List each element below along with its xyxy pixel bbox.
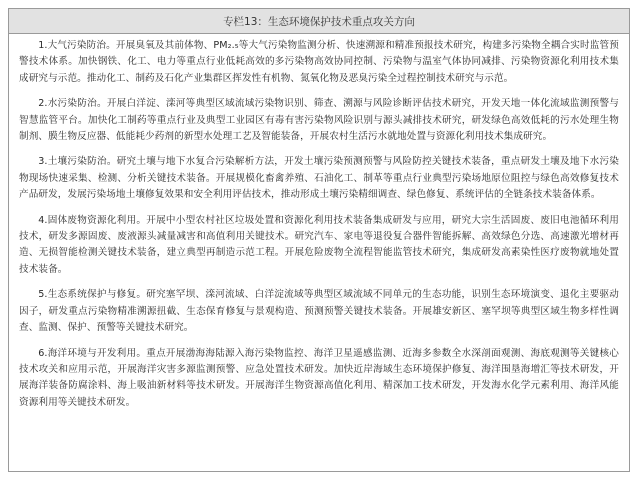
paragraph-soil-pollution: 3.土壤污染防治。研究土壤与地下水复合污染解析方法，开发土壤污染预测预警与风险防控关键技术装备，重点研发土壤及地下水污染物现场快速采集、检测、分析关键技术装备。开展规模化畜禽养殖、石油化工、制革等重点行业典型污染场地原位阻控与绿色高效修复技术产品研发，发展污染场地土壤修复效果和安全利用评估技术，推动形成土壤污染精细调查、绿色修复、系统评估的全链条技术装备体系。 [19, 156, 619, 201]
paragraph-solid-waste: 4.固体废物资源化利用。开展中小型农村社区垃圾处置和资源化利用技术装备集成研发与应用，研究大宗生活固废、废旧电池循环利用技术，研发多源固废、废液源头减量减害和高值利用关键技术。研究汽车、家电等退役复合器件智能拆解、高效绿色分选、高速激光增材再造、无损智能检测关键技术装备，建立典型再制造示范工程。开展危险废物全流程智能监管技术研究，集成研发高素染性医疗废物就地处置技术装备。 [19, 214, 619, 275]
paragraph-ecosystem: 5.生态系统保护与修复。研究塞罕坝、滦河流域、白洋淀流域等典型区域流域不同单元的生态功能，识别生态环境演变、退化主要驱动因子，研发重点污染物精准溯源扭截、生态保育修复与景观构造、预测预警关键技术装备。开展雄安新区、塞罕坝等典型区域生物多样性调查、监测、保护、预警等关键技术研究。 [19, 289, 619, 334]
paragraph-marine: 6.海洋环境与开发利用。重点开展渤海海陆源入海污染物监控、海洋卫星遥感监测、近海多参数全水深剖面观测、海底观测等关键核心技术攻关和应用示范，开展海洋灾害多源监测预警、应急处置技术研发。加快近岸海域生态环境保护修复、海洋围垦海增汇等技术研发，开展海洋装备防腐涂料、海上吸油新材料等技术研发。开展海洋生物资源高值化利用、精深加工技术研发，开发海水化学元素利用、海洋风能资源利用等关键技术研发。 [19, 347, 619, 408]
column-box-title: 专栏13：生态环境保护技术重点攻关方向 [9, 9, 629, 34]
column-box [8, 8, 630, 472]
paragraph-air-pollution: 1.大气污染防治。开展臭氧及其前体物、PM₂.₅等大气污染物监测分析、快速溯源和精准预报技术研究，构建多污染物全耦合实时监管预警技术体系。加快钢铁、化工、电力等重点行业低耗高效的多污染物高效协同控制、污染物与温室气体协同减排、污染物资源化利用技术集成研究与示范。推动化工、制药及石化产业集群区挥发性有机物、氮氧化物及恶臭污染全过程控制技术研究与示范。 [19, 40, 619, 84]
column-box-body [9, 34, 629, 471]
paragraph-water-pollution: 2.水污染防治。开展白洋淀、滦河等典型区域流域污染物识别、筛查、溯源与风险诊断评估技术研究，开发天地一体化流域监测预警与智慧监管平台。加快化工制药等重点行业及典型工业园区有毒有害污染物风险识别与源头减排技术研究，研发绿色高效低耗的污水处理生物制剂、膜生物反应器、低能耗少药剂的新型水处理工艺及智能装备，开展农村生活污水就地处置与资源化利用技术集成研究。 [19, 98, 619, 143]
